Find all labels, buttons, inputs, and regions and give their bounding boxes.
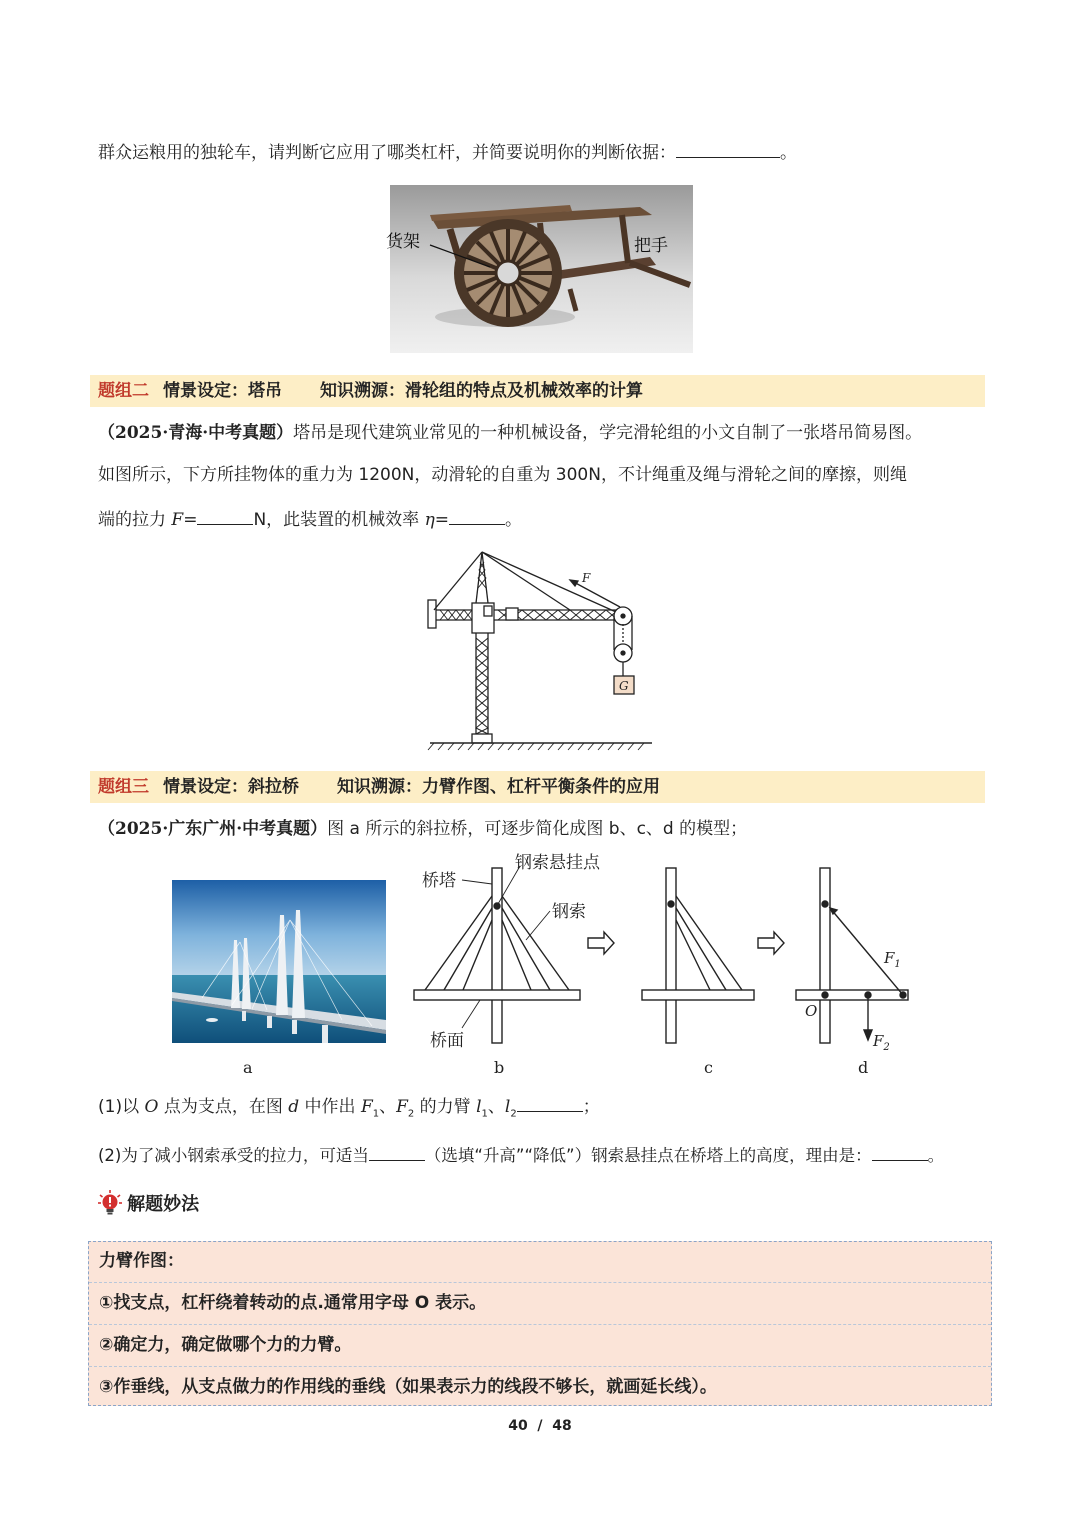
answer-blank-efficiency (449, 506, 505, 525)
caption-b: b (494, 1058, 505, 1077)
question-2-line1: （2025·青海·中考真题）塔吊是现代建筑业常见的一种机械设备，学完滑轮组的小文自制了一张塔吊简易图。 (98, 423, 923, 443)
question-3-intro: （2025·广东广州·中考真题）图 a 所示的斜拉桥，可逐步简化成图 b、c、d 的模型； (98, 819, 748, 839)
label-rack: 货架 (386, 232, 420, 252)
label-force-F2: $F_2$ (873, 1032, 890, 1053)
label-weight-G: G (619, 679, 629, 693)
question-3-sub2: (2)为了减小钢索承受的拉力，可适当 （选填“升高”“降低”）钢索悬挂点在桥塔上的高度，理由是： 。 (98, 1142, 944, 1168)
caption-c: c (704, 1058, 713, 1077)
bridge-photo (172, 880, 386, 1043)
tips-step-2: ②确定力，确定做哪个力的力臂。 (99, 1335, 352, 1355)
question-3-sub1: (1)以 O 点为支点，在图 d 中作出 $F_1$、$F_2$ 的力臂 $l_1$、$l_2$ ； (98, 1093, 600, 1126)
label-tower: 桥塔 (422, 871, 456, 891)
label-pivot-O: O (805, 1002, 818, 1020)
label-deck: 桥面 (430, 1031, 464, 1051)
crane-diagram (420, 548, 660, 753)
tips-box (88, 1241, 992, 1406)
question-2-line3: 端的拉力 F= N，此装置的机械效率 η= 。 (98, 506, 522, 532)
label-cable: 钢索 (552, 902, 586, 922)
section-group-2: 题组二 情景设定：塔吊 知识溯源：滑轮组的特点及机械效率的计算 (90, 375, 985, 407)
answer-blank-arms (517, 1093, 583, 1112)
page-number: 40 / 48 (508, 1418, 572, 1434)
answer-blank-height (369, 1142, 425, 1161)
tips-heading: 解题妙法 (98, 1190, 199, 1218)
question-2-line2: 如图所示，下方所挂物体的重力为 1200N，动滑轮的自重为 300N，不计绳重及绳与滑轮之间的摩擦，则绳 (98, 465, 907, 485)
answer-blank (676, 139, 780, 158)
wheelbarrow-image (386, 185, 693, 353)
label-force-F: F (582, 571, 591, 585)
bridge-model-diagrams (400, 848, 920, 1080)
tips-step-1: ①找支点，杠杆绕着转动的点.通常用字母 O 表示。 (99, 1293, 487, 1313)
lightbulb-icon (98, 1190, 122, 1216)
tips-step-3: ③作垂线，从支点做力的作用线的垂线（如果表示力的线段不够长，就画延长线）。 (99, 1377, 717, 1397)
answer-blank-force (197, 506, 253, 525)
caption-a: a (243, 1058, 253, 1077)
section-group-3: 题组三 情景设定：斜拉桥 知识溯源：力臂作图、杠杆平衡条件的应用 (90, 771, 985, 803)
tips-title-line: 力臂作图： (99, 1251, 184, 1271)
caption-d: d (858, 1058, 869, 1077)
label-force-F1: $F_1$ (884, 949, 901, 970)
answer-blank-reason (872, 1142, 928, 1161)
label-handle: 把手 (634, 236, 668, 256)
question-1-text: 群众运粮用的独轮车，请判断它应用了哪类杠杆，并简要说明你的判断依据： 。 (98, 139, 797, 165)
label-hang-point: 钢索悬挂点 (515, 853, 600, 873)
